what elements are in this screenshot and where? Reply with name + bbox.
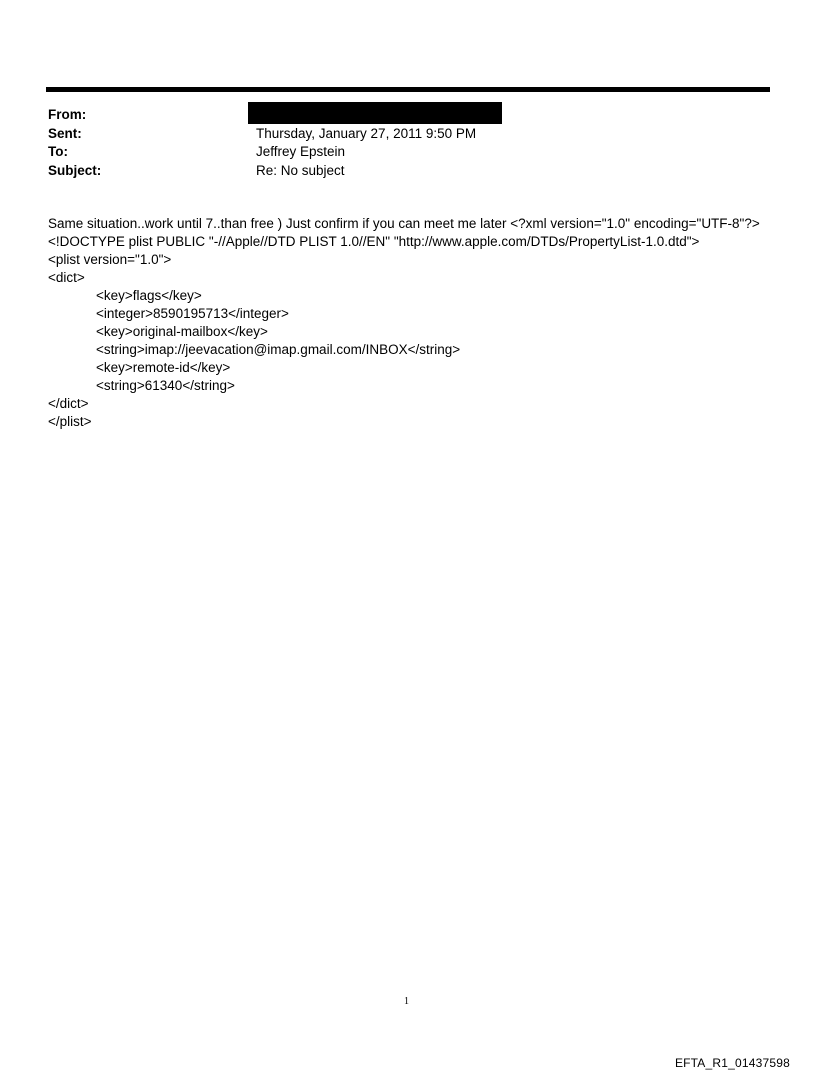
from-redaction-bar xyxy=(248,102,502,124)
body-line: <dict> xyxy=(48,270,85,285)
body-line: <key>flags</key> xyxy=(96,288,202,303)
body-line: <!DOCTYPE plist PUBLIC "-//Apple//DTD PLIST 1.0//EN" "http://www.apple.com/DTDs/PropertyList-1.0.dtd"> xyxy=(48,234,700,249)
email-body xyxy=(48,215,788,431)
to-row xyxy=(48,143,748,162)
body-line: <plist version="1.0"> xyxy=(48,252,172,267)
from-row xyxy=(48,106,748,125)
body-line: <integer>8590195713</integer> xyxy=(96,306,289,321)
to-label: To: xyxy=(48,144,68,159)
body-line: Same situation..work until 7..than free ) Just confirm if you can meet me later <?xml version="1.0" encoding="UTF-8"?> xyxy=(48,216,760,231)
body-line: <string>61340</string> xyxy=(96,378,235,393)
page-number: 1 xyxy=(404,996,409,1007)
header-divider-rule xyxy=(46,87,770,92)
body-line: <string>imap://jeevacation@imap.gmail.com/INBOX</string> xyxy=(96,342,461,357)
body-line: </plist> xyxy=(48,414,92,429)
subject-value: Re: No subject xyxy=(256,162,345,178)
subject-row xyxy=(48,162,748,181)
body-line: <key>original-mailbox</key> xyxy=(96,324,268,339)
sent-label: Sent: xyxy=(48,125,82,141)
from-label: From: xyxy=(48,107,87,122)
sent-row xyxy=(48,125,748,144)
bates-number: EFTA_R1_01437598 xyxy=(674,1056,790,1070)
subject-label: Subject: xyxy=(48,162,102,178)
to-value: Jeffrey Epstein xyxy=(256,144,346,159)
email-header-block xyxy=(48,106,748,180)
sent-value: Thursday, January 27, 2011 9:50 PM xyxy=(256,125,477,141)
body-line: <key>remote-id</key> xyxy=(96,360,231,375)
body-line: </dict> xyxy=(48,396,89,411)
